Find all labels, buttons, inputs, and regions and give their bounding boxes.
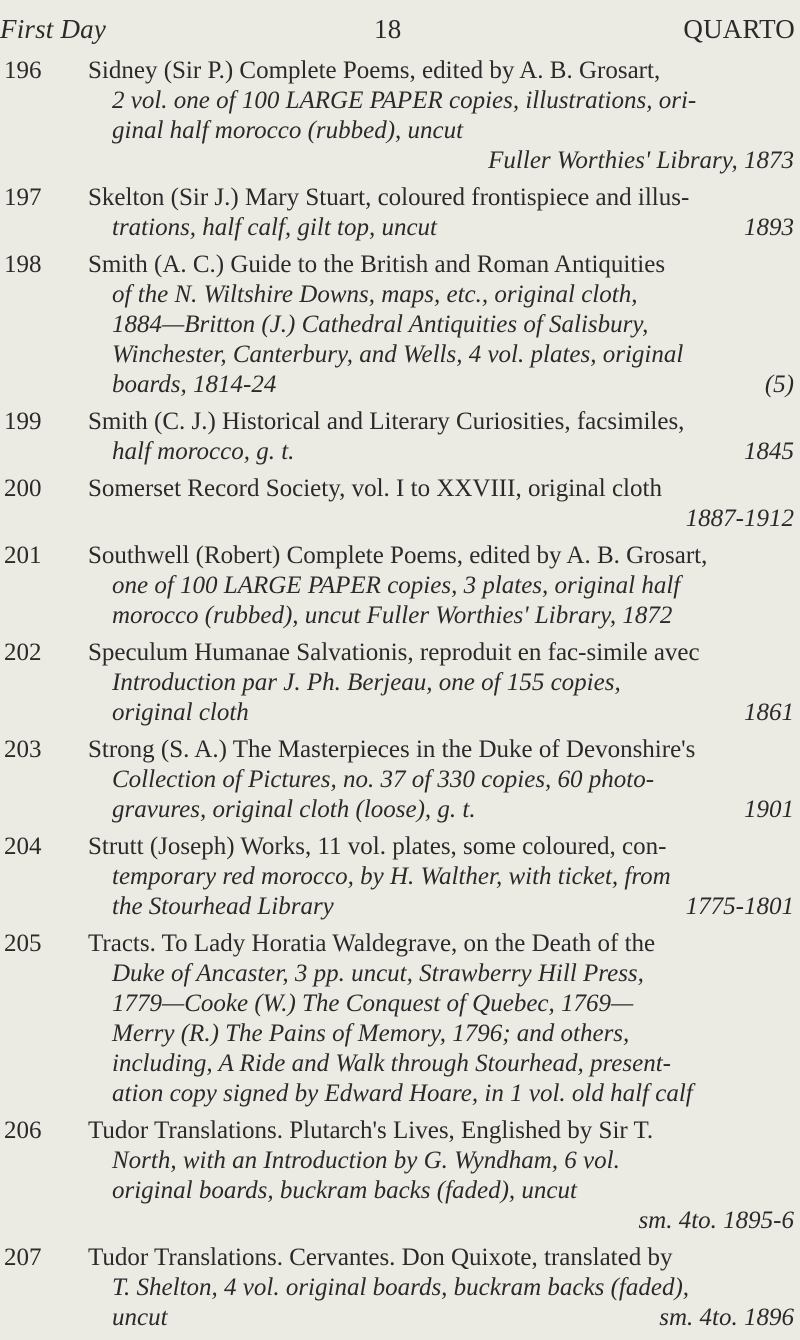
description-line [88,1273,794,1303]
description-line [88,370,794,400]
description-line [88,765,794,795]
line-text: boards, 1814-24 [112,371,277,398]
line-text: Somerset Record Society, vol. I to XXVIII, original cloth [88,475,662,502]
lot-entry [0,832,800,922]
description-line [88,407,794,437]
line-text: uncut [112,1304,168,1331]
line-date: sm. 4to. 1896 [659,1304,794,1331]
description-line [88,250,794,280]
description-line [88,959,794,989]
lot-entry [0,56,800,176]
line-text: trations, half calf, gilt top, uncut [112,214,437,241]
lot-number: 196 [4,57,42,84]
line-text: Tudor Translations. Cervantes. Don Quixote, translated by [88,1244,673,1271]
line-text: Strong (S. A.) The Masterpieces in the Duke of Devonshire's [88,736,696,763]
line-date: 1861 [744,699,794,726]
lot-entry [0,541,800,631]
lot-description [88,1243,794,1333]
line-text: Fuller Worthies' Library, 1873 [488,147,794,174]
description-line [88,1303,794,1333]
description-line [88,504,794,534]
lot-entry [0,638,800,728]
lot-number: 203 [4,736,42,763]
line-text: sm. 4to. 1895-6 [638,1207,794,1234]
lot-description [88,56,794,176]
line-text: Sidney (Sir P.) Complete Poems, edited by A. B. Grosart, [88,57,661,84]
line-text: Winchester, Canterbury, and Wells, 4 vol. plates, original [112,341,684,368]
description-line [88,340,794,370]
description-line [88,1079,794,1109]
line-text: Speculum Humanae Salvationis, reproduit en fac-simile avec [88,639,700,666]
line-text: Collection of Pictures, no. 37 of 330 copies, 60 photo- [112,766,655,793]
lot-number: 201 [4,542,42,569]
lot-description [88,638,794,728]
description-line [88,474,794,504]
line-text: Smith (C. J.) Historical and Literary Curiosities, facsimiles, [88,408,685,435]
line-text: original cloth [112,699,249,726]
line-text: morocco (rubbed), uncut Fuller Worthies' Library, 1872 [112,602,673,629]
lot-description [88,929,794,1109]
description-line [88,213,794,243]
line-text: 1884—Britton (J.) Cathedral Antiquities of Salisbury, [112,311,649,338]
line-text: Southwell (Robert) Complete Poems, edited by A. B. Grosart, [88,542,708,569]
line-text: Duke of Ancaster, 3 pp. uncut, Strawberry Hill Press, [112,960,644,987]
line-date: 1893 [744,214,794,241]
line-text: 1779—Cooke (W.) The Conquest of Quebec, 1769— [112,990,634,1017]
lot-entry [0,474,800,534]
line-text: temporary red morocco, by H. Walther, with ticket, from [112,863,671,890]
lot-description [88,735,794,825]
description-line [88,437,794,467]
lot-description [88,541,794,631]
description-line [88,1146,794,1176]
description-line [88,989,794,1019]
description-line [88,116,794,146]
line-text: North, with an Introduction by G. Wyndham, 6 vol. [112,1147,620,1174]
description-line [88,1176,794,1206]
lot-number: 197 [4,184,42,211]
description-line [88,735,794,765]
description-line [88,638,794,668]
line-date: 1845 [744,438,794,465]
description-line [88,146,794,176]
line-text: ginal half morocco (rubbed), uncut [112,117,464,144]
description-line [88,56,794,86]
line-text: original boards, buckram backs (faded), uncut [112,1177,577,1204]
description-line [88,668,794,698]
lot-entry [0,1116,800,1236]
header-day: First Day [0,14,107,44]
description-line [88,892,794,922]
lot-entry [0,250,800,400]
lot-entry [0,1243,800,1333]
lot-entry [0,407,800,467]
line-text: Strutt (Joseph) Works, 11 vol. plates, some coloured, con- [88,833,667,860]
description-line [88,1019,794,1049]
line-text: ation copy signed by Edward Hoare, in 1 vol. old half calf [112,1080,693,1107]
description-line [88,183,794,213]
lot-description [88,832,794,922]
lot-number: 199 [4,408,42,435]
lot-entry [0,183,800,243]
line-text: including, A Ride and Walk through Stourhead, present- [112,1050,671,1077]
line-text: Merry (R.) The Pains of Memory, 1796; and others, [112,1020,630,1047]
line-text: the Stourhead Library [112,893,334,920]
description-line [88,1049,794,1079]
lot-number: 205 [4,930,42,957]
lot-number: 200 [4,475,42,502]
lot-entry [0,929,800,1109]
line-text: T. Shelton, 4 vol. original boards, buckram backs (faded), [112,1274,690,1301]
description-line [88,541,794,571]
line-text: Tracts. To Lady Horatia Waldegrave, on the Death of the [88,930,656,957]
description-line [88,832,794,862]
line-date: 1901 [744,796,794,823]
lot-description [88,474,794,534]
line-text: 1887-1912 [685,505,794,532]
line-text: Introduction par J. Ph. Berjeau, one of 155 copies, [112,669,621,696]
lot-entry [0,735,800,825]
description-line [88,795,794,825]
description-line [88,571,794,601]
page-header [0,8,800,48]
lot-description [88,1116,794,1236]
lot-list [0,56,800,1340]
line-text: Skelton (Sir J.) Mary Stuart, coloured frontispiece and illus- [88,184,690,211]
line-text: half morocco, g. t. [112,438,295,465]
lot-number: 198 [4,251,42,278]
description-line [88,929,794,959]
line-text: gravures, original cloth (loose), g. t. [112,796,476,823]
lot-number: 206 [4,1117,42,1144]
description-line [88,310,794,340]
description-line [88,601,794,631]
line-date: (5) [764,371,794,398]
line-text: one of 100 LARGE PAPER copies, 3 plates, original half [112,572,681,599]
description-line [88,1206,794,1236]
header-format: QUARTO [683,14,795,44]
lot-number: 204 [4,833,42,860]
line-text: Smith (A. C.) Guide to the British and Roman Antiquities [88,251,666,278]
lot-description [88,183,794,243]
description-line [88,862,794,892]
lot-number: 207 [4,1244,42,1271]
line-text: 2 vol. one of 100 LARGE PAPER copies, illustrations, ori- [112,87,697,114]
line-text: of the N. Wiltshire Downs, maps, etc., original cloth, [112,281,638,308]
lot-number: 202 [4,639,42,666]
description-line [88,280,794,310]
line-date: 1775-1801 [685,893,794,920]
line-text: Tudor Translations. Plutarch's Lives, Englished by Sir T. [88,1117,654,1144]
description-line [88,698,794,728]
description-line [88,1116,794,1146]
description-line [88,1243,794,1273]
page-number: 18 [374,14,402,44]
description-line [88,86,794,116]
lot-description [88,407,794,467]
lot-description [88,250,794,400]
